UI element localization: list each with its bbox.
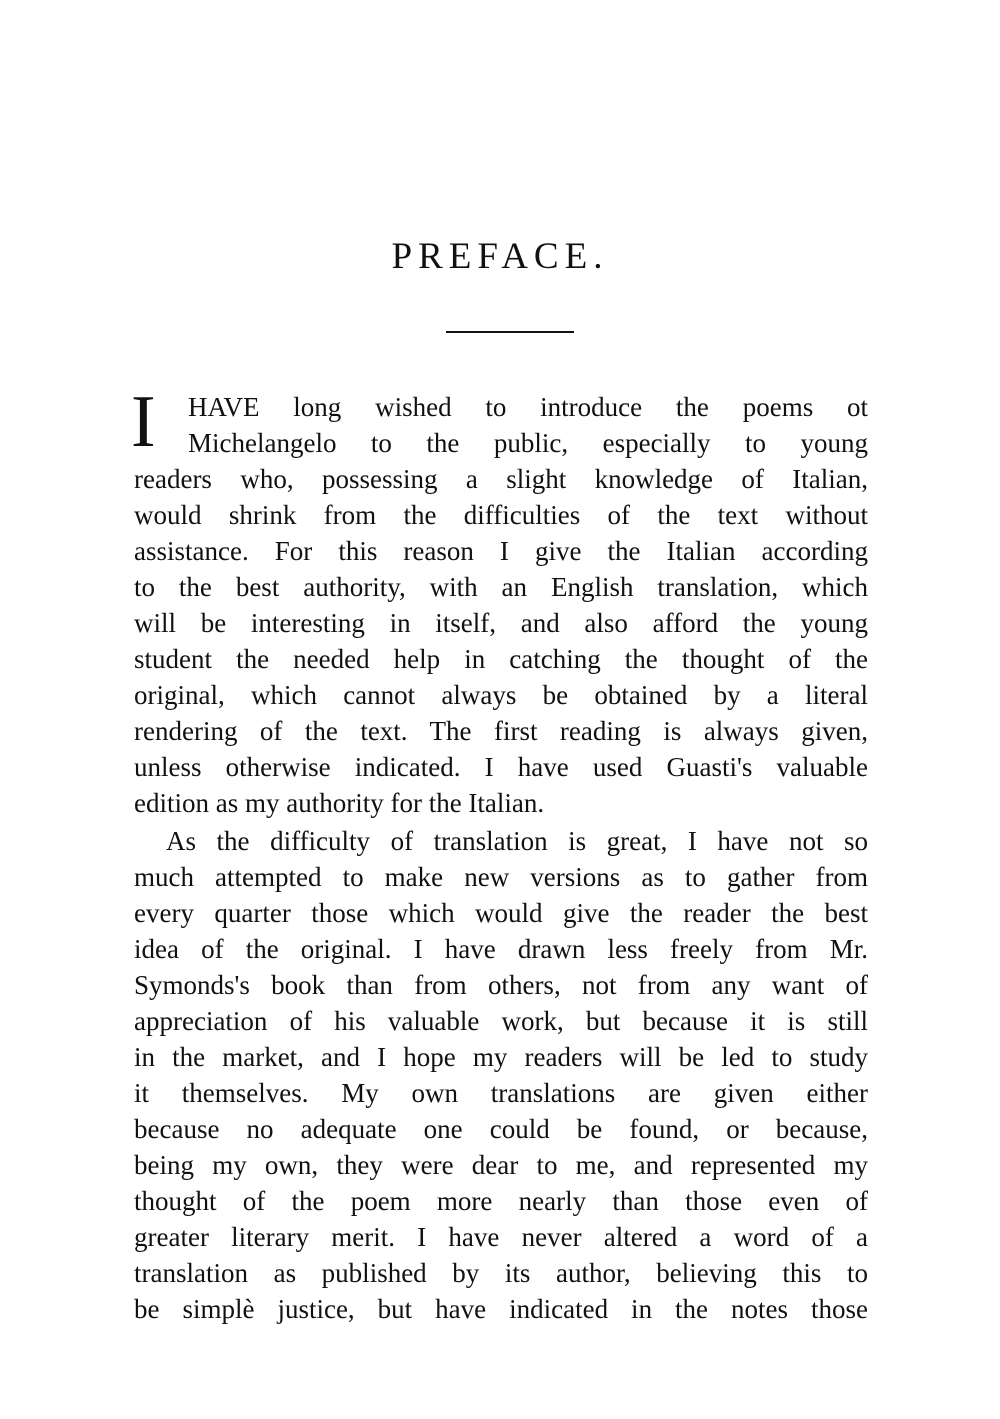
text-line: As the difficulty of translation is great, I have not so: [166, 826, 868, 856]
page-title: PREFACE.: [391, 236, 609, 277]
text-line: much attempted to make new versions as to gather from: [134, 862, 868, 892]
text-line: rendering of the text. The first reading is always given,: [134, 716, 868, 746]
text-line: assistance. For this reason I give the Italian according: [134, 536, 868, 566]
text-line: Symonds's book than from others, not from any want of: [134, 970, 868, 1000]
text-line: be simplè justice, but have indicated in the notes those: [134, 1294, 868, 1324]
text-line: student the needed help in catching the thought of the: [134, 644, 868, 674]
text-line: greater literary merit. I have never altered a word of a: [134, 1222, 868, 1252]
text-line: being my own, they were dear to me, and represented my: [134, 1150, 868, 1180]
text-line: will be interesting in itself, and also afford the young: [134, 608, 868, 638]
text-line: would shrink from the difficulties of the text without: [134, 500, 868, 530]
text-line: it themselves. My own translations are given either: [134, 1078, 868, 1108]
text-line: translation as published by its author, believing this to: [134, 1258, 868, 1288]
text-line: edition as my authority for the Italian.: [134, 788, 545, 818]
text-line: Michelangelo to the public, especially to young: [188, 428, 868, 458]
text-line: every quarter those which would give the reader the best: [134, 898, 868, 928]
title-rule: [446, 331, 574, 333]
text-line: appreciation of his valuable work, but because it is still: [134, 1006, 868, 1036]
text-line: readers who, possessing a slight knowledge of Italian,: [134, 464, 868, 494]
text-line: thought of the poem more nearly than those even of: [134, 1186, 868, 1216]
text-line: idea of the original. I have drawn less freely from Mr.: [134, 934, 868, 964]
text-line: to the best authority, with an English translation, which: [134, 572, 868, 602]
text-line: in the market, and I hope my readers will be led to study: [134, 1042, 868, 1072]
drop-cap: I: [131, 381, 156, 463]
text-line: because no adequate one could be found, or because,: [134, 1114, 868, 1144]
text-line: unless otherwise indicated. I have used Guasti's valuable: [134, 752, 868, 782]
text-line: original, which cannot always be obtained by a literal: [134, 680, 868, 710]
text-line: HAVE long wished to introduce the poems ot: [188, 392, 868, 422]
